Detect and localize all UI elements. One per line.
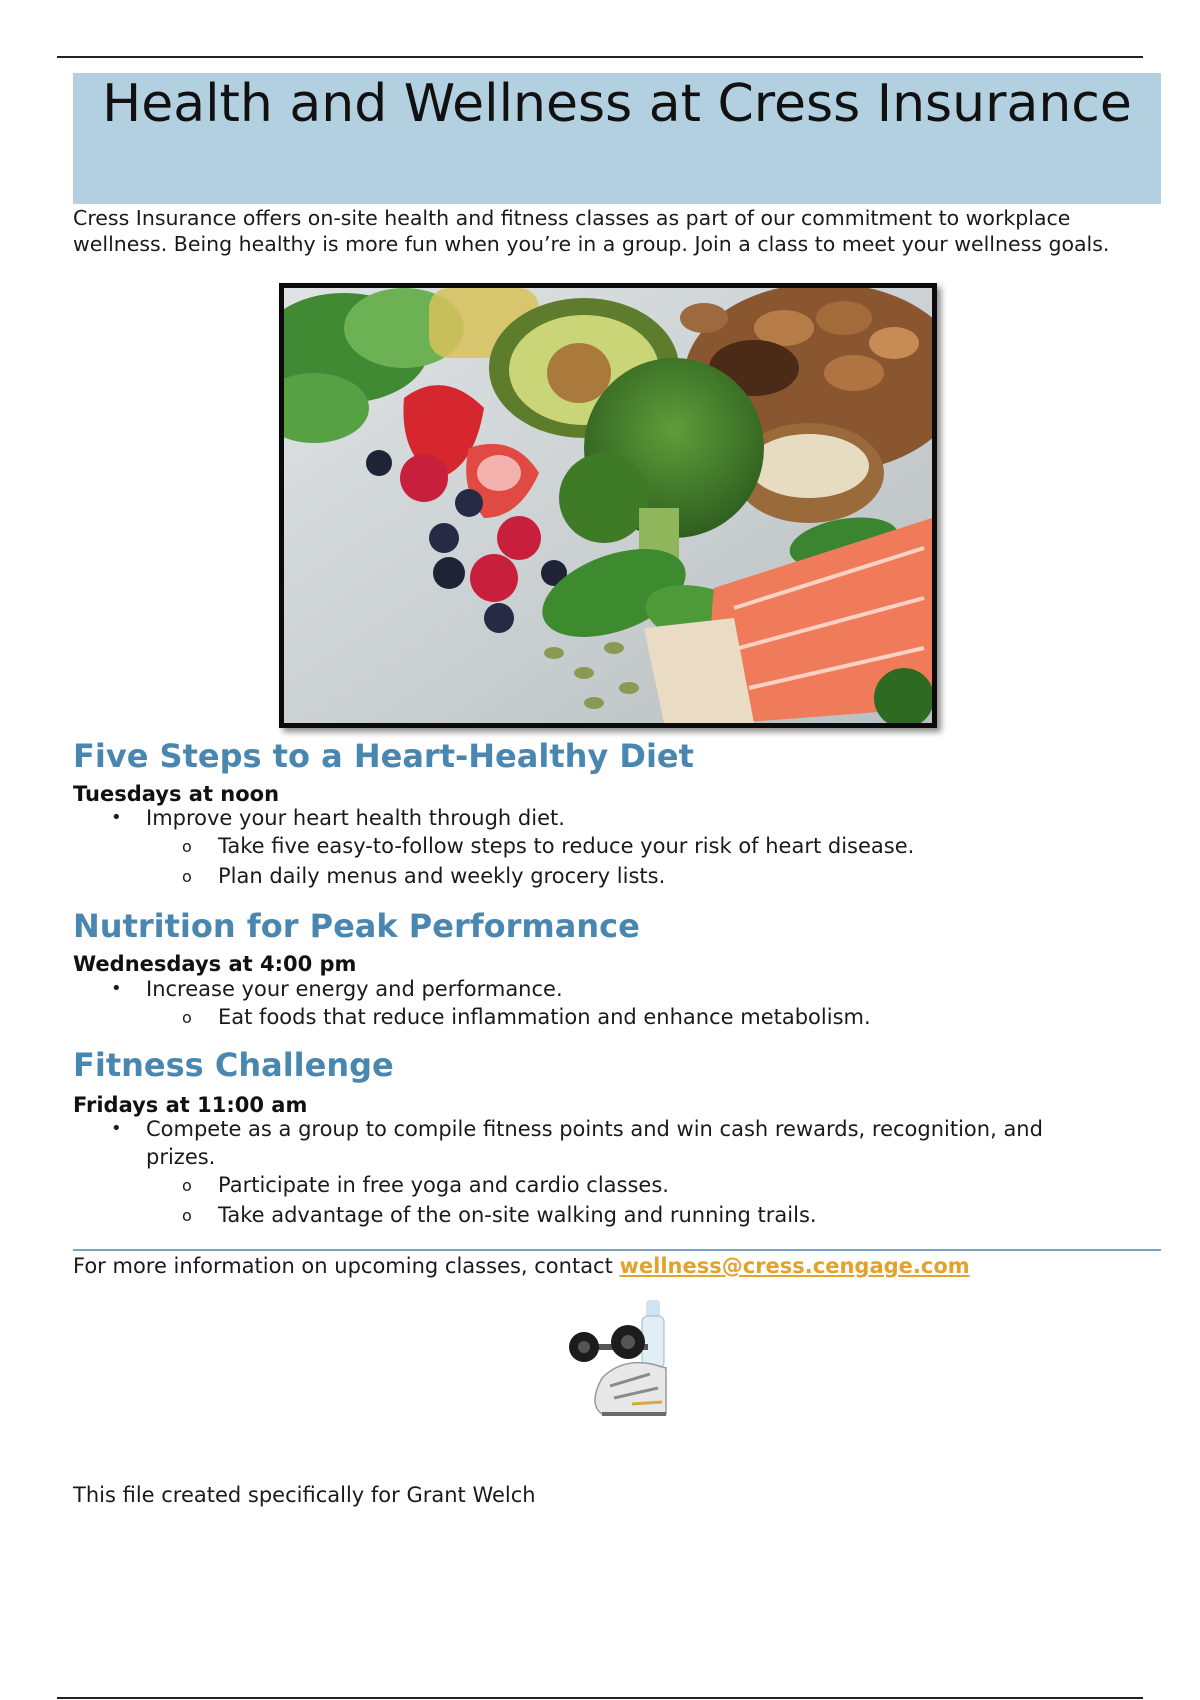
section-schedule-nutrition: Wednesdays at 4:00 pm (73, 952, 357, 976)
bullet-icon: • (111, 807, 122, 828)
page-title: Health and Wellness at Cress Insurance (73, 73, 1161, 204)
list-item-text: Compete as a group to compile fitness points and win cash rewards, recognition, and prizes. (146, 1117, 1043, 1169)
sub-list-item-text: Take advantage of the on-site walking and running trails. (218, 1203, 817, 1227)
contact-text: For more information on upcoming classes, contact (73, 1254, 620, 1278)
bullet-icon: • (111, 1118, 122, 1139)
section-heading-heart-diet: Five Steps to a Heart-Healthy Diet (73, 737, 694, 775)
sub-list-item (182, 1201, 1118, 1229)
sub-list-item-text: Take five easy-to-follow steps to reduce your risk of heart disease. (218, 834, 915, 858)
contact-line (73, 1252, 970, 1280)
list-item (111, 975, 1106, 1003)
circle-bullet-icon: o (182, 867, 192, 886)
intro-paragraph: Cress Insurance offers on-site health and fitness classes as part of our commitment to workplace wellness. Being healthy is more fun when you’re in a group. Join a class to meet your wellness goals. (73, 206, 1110, 256)
sub-list-item-text: Participate in free yoga and cardio classes. (218, 1173, 669, 1197)
section-heading-fitness-challenge: Fitness Challenge (73, 1046, 394, 1084)
circle-bullet-icon: o (182, 1206, 192, 1225)
footer-note: This file created specifically for Grant Welch (73, 1483, 536, 1507)
sub-list-item-text: Eat foods that reduce inflammation and enhance metabolism. (218, 1005, 871, 1029)
sub-list-item (182, 1003, 1118, 1031)
sub-list-item (182, 862, 1118, 890)
top-rule (57, 56, 1143, 58)
list-item-text: Increase your energy and performance. (146, 977, 563, 1001)
section-divider (73, 1249, 1161, 1251)
list-item-text: Improve your heart health through diet. (146, 806, 565, 830)
circle-bullet-icon: o (182, 1008, 192, 1027)
circle-bullet-icon: o (182, 1176, 192, 1195)
circle-bullet-icon: o (182, 837, 192, 856)
list-item (111, 804, 1106, 832)
sub-list-item (182, 832, 1118, 860)
fitness-gear-icon (562, 1298, 674, 1426)
section-heading-nutrition: Nutrition for Peak Performance (73, 907, 640, 945)
email-link[interactable]: wellness@cress.cengage.com (619, 1254, 970, 1278)
section-schedule-heart-diet: Tuesdays at noon (73, 782, 280, 806)
section-schedule-fitness-challenge: Fridays at 11:00 am (73, 1093, 308, 1117)
sub-list-item (182, 1171, 1118, 1199)
sub-list-item-text: Plan daily menus and weekly grocery lists. (218, 864, 666, 888)
bullet-icon: • (111, 978, 122, 999)
list-item (111, 1115, 1106, 1171)
bottom-rule (57, 1697, 1143, 1699)
healthy-food-photo (279, 283, 937, 728)
